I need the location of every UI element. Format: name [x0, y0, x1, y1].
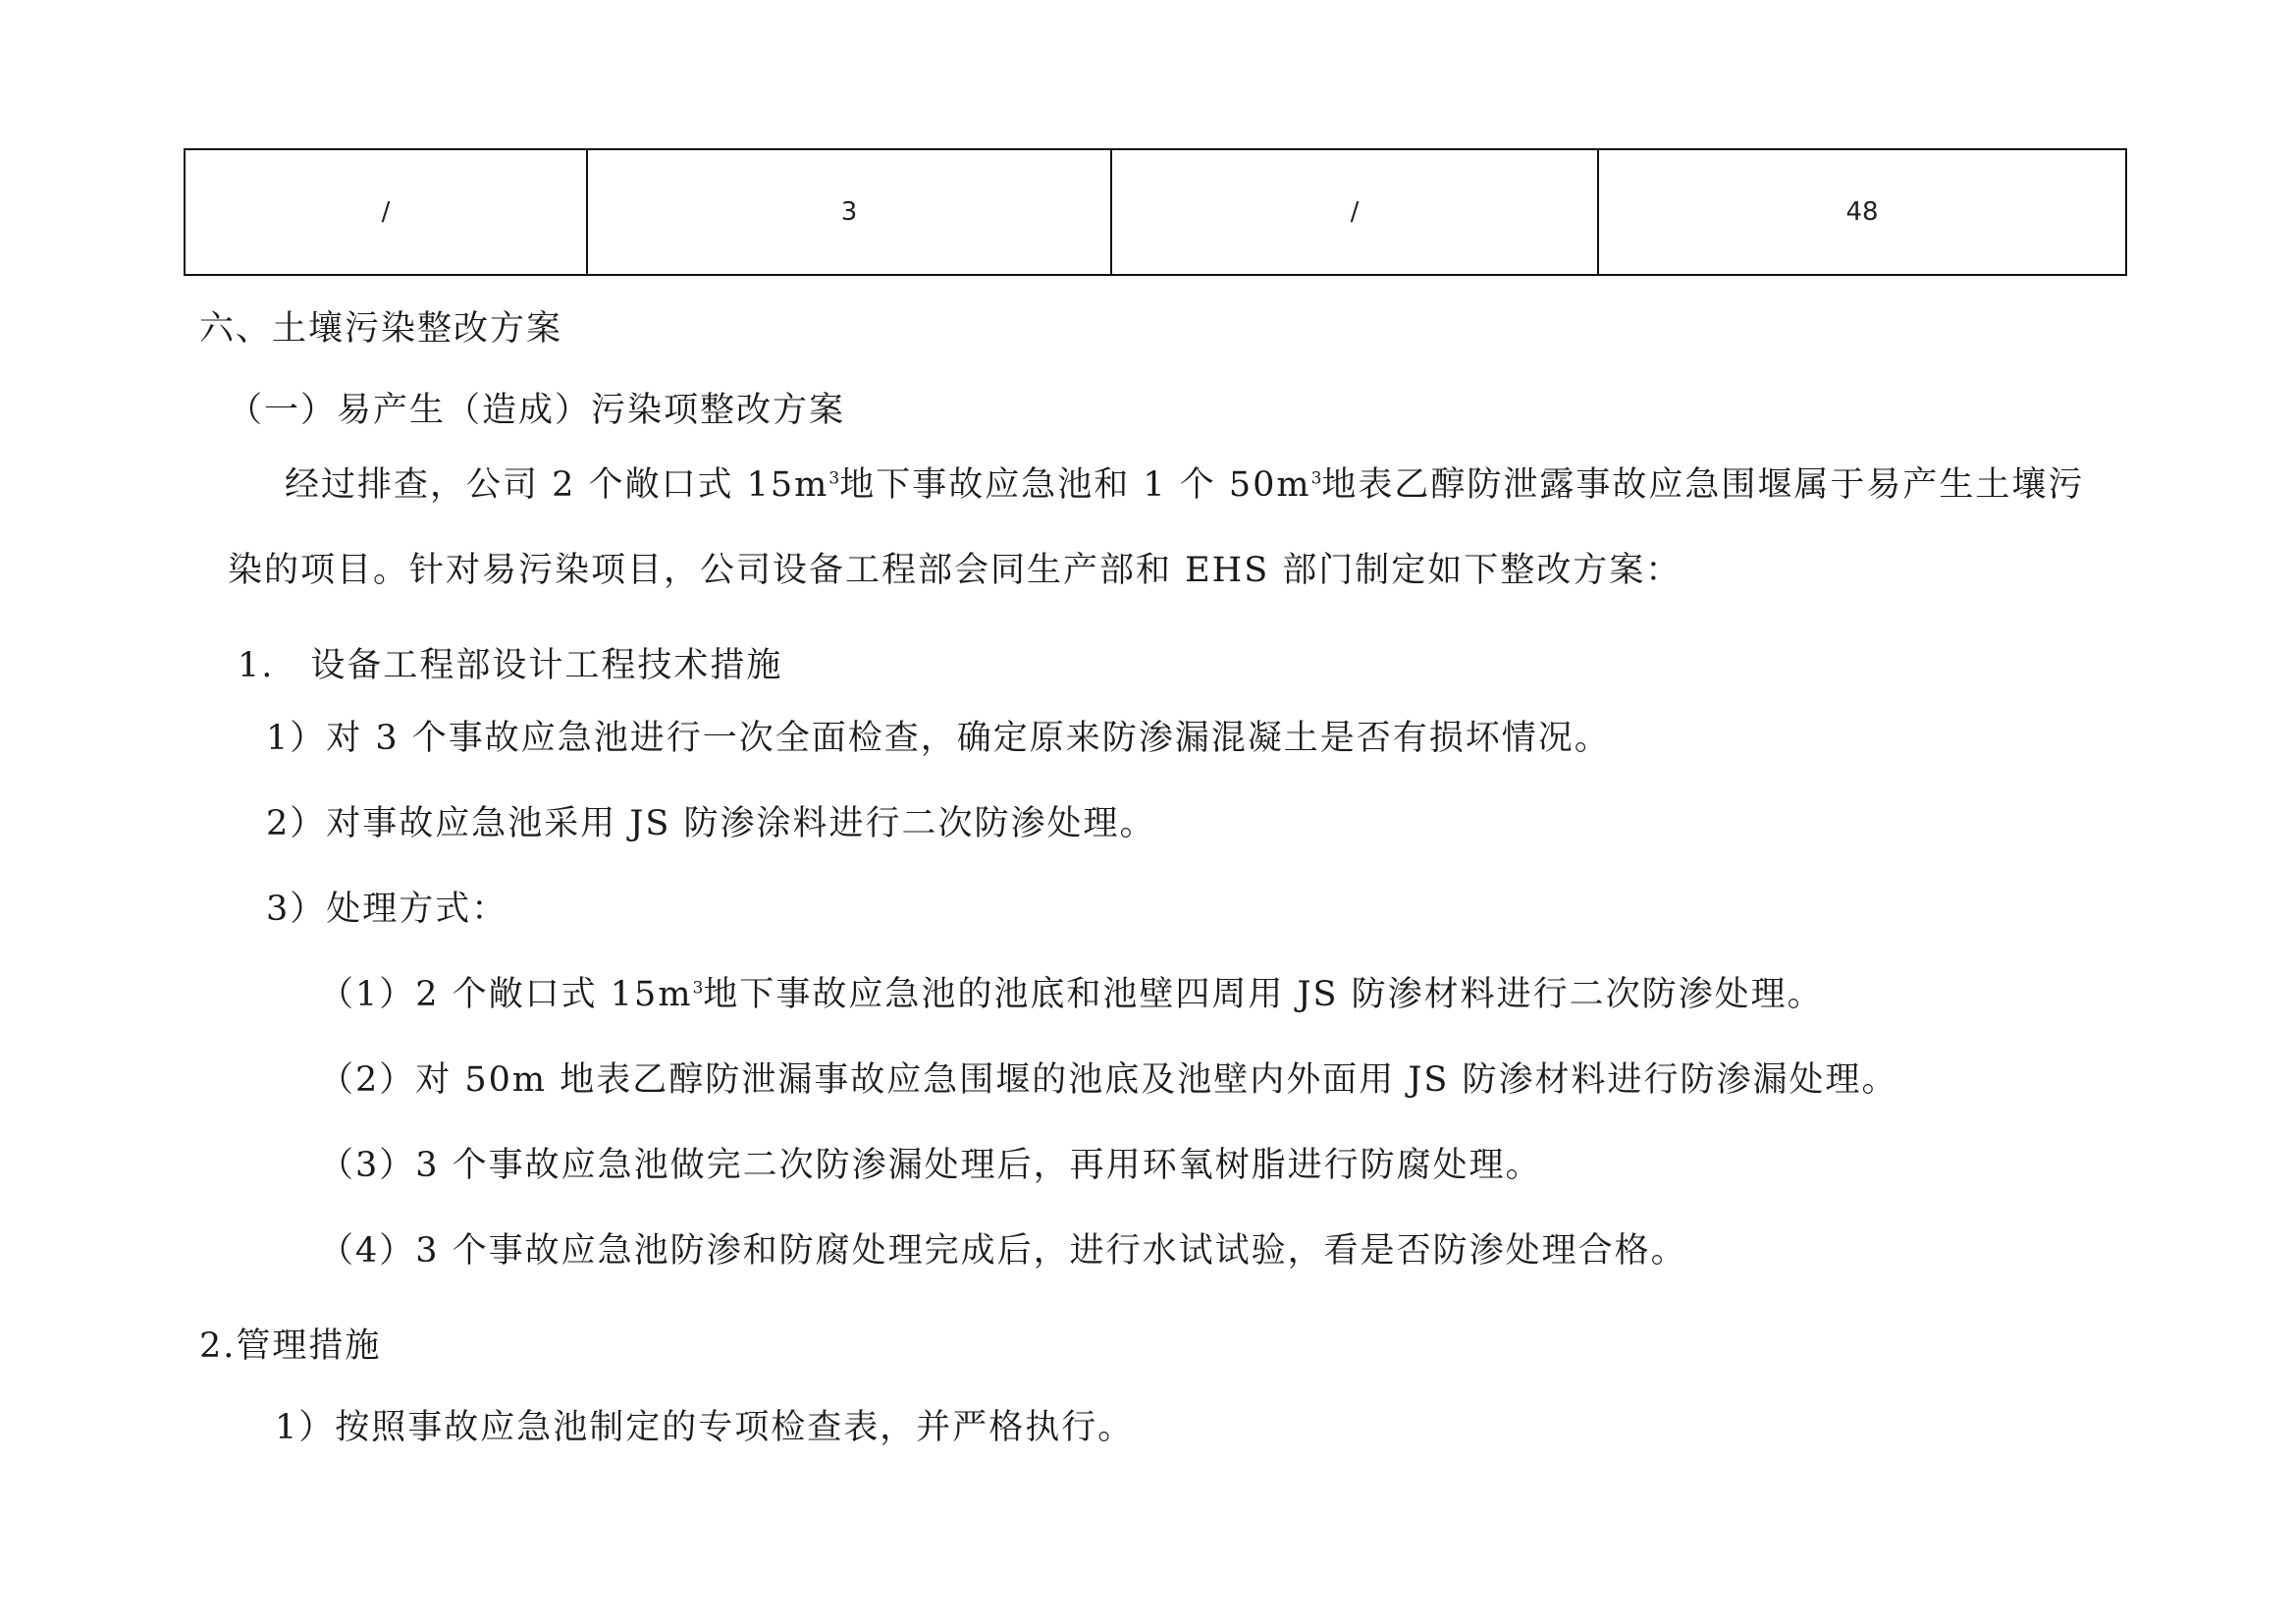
measure-1-item-1: 1）对 3 个事故应急池进行一次全面检查，确定原来防渗漏混凝土是否有损坏情况。: [266, 719, 1611, 758]
measure-1-title: 1. 设备工程部设计工程技术措施: [238, 646, 783, 685]
table-cell: /: [1111, 149, 1598, 275]
superscript: 3: [1310, 468, 1322, 489]
table-cell: 48: [1598, 149, 2126, 275]
table-cell: /: [185, 149, 587, 275]
subsection-heading: （一）易产生（造成）污染项整改方案: [228, 391, 846, 430]
treatment-step-3: （3）3 个事故应急池做完二次防渗漏处理后，再用环氧树脂进行防腐处理。: [319, 1146, 1542, 1185]
table-cell: 3: [587, 149, 1111, 275]
data-table: [184, 148, 2127, 276]
intro-text: 地下事故应急池和 1 个 50m: [839, 465, 1311, 505]
step-text: 地下事故应急池的池底和池壁四周用 JS 防渗材料进行二次防渗处理。: [703, 975, 1824, 1014]
intro-text: 地表乙醇防泄露事故应急围堰属于易产生土壤污: [1321, 465, 2085, 505]
measure-1-item-2: 2）对事故应急池采用 JS 防渗涂料进行二次防渗处理。: [266, 804, 1156, 843]
measure-2-item-1: 1）按照事故应急池制定的专项检查表，并严格执行。: [275, 1408, 1135, 1447]
measure-1-item-3: 3）处理方式：: [266, 890, 508, 929]
table-row: [185, 149, 2126, 275]
intro-text: 经过排查，公司 2 个敞口式 15m: [285, 465, 829, 505]
measure-2-title: 2.管理措施: [199, 1326, 382, 1366]
superscript: 3: [692, 978, 704, 999]
intro-paragraph-line-2: 染的项目。针对易污染项目，公司设备工程部会同生产部和 EHS 部门制定如下整改方案：: [228, 551, 1682, 590]
section-heading: 六、土壤污染整改方案: [199, 309, 563, 349]
treatment-step-4: （4）3 个事故应急池防渗和防腐处理完成后，进行水试试验，看是否防渗处理合格。: [319, 1231, 1687, 1271]
superscript: 3: [828, 468, 840, 489]
treatment-step-2: （2）对 50m 地表乙醇防泄漏事故应急围堰的池底及池壁内外面用 JS 防渗材料进行防渗漏处理。: [319, 1060, 1898, 1100]
step-text: （1）2 个敞口式 15m: [319, 975, 693, 1014]
treatment-step-1: [319, 973, 1824, 1016]
intro-paragraph-line-1: [285, 463, 2084, 507]
